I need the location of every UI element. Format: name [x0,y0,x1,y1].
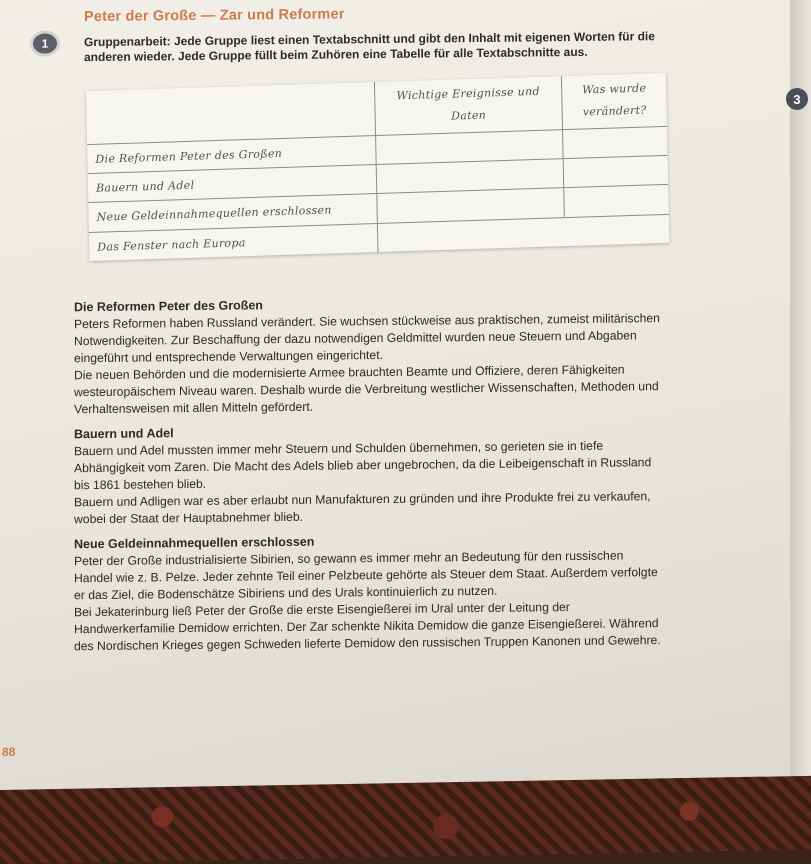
paragraph: Bauern und Adel mussten immer mehr Steuern und Schulden übernehmen, so gerieten sie in tiefe Abhängigkeit vom Zaren. Die Macht des Adels blieb aber ungebrochen, da die Leibeigenschaft in Russland bis 1861 bestehen blieb. [74,438,652,493]
page-title: Peter der Große — Zar und Reformer [84,6,345,26]
text-content [74,293,664,655]
row-label: Bauern und Adel [95,178,195,195]
header-changes: Was wurde verändert? [582,81,647,119]
task-number-badge: 1 [33,33,57,53]
table-cell [563,155,668,188]
table-cell [377,217,565,252]
background-carpet [0,776,811,864]
next-page-badge: 3 [786,88,808,110]
section-heading: Bauern und Adel [74,426,174,442]
section-heading: Die Reformen Peter des Großen [74,298,263,315]
table-header-cell [374,76,562,135]
table-header-cell [86,82,376,144]
paragraph: Peters Reformen haben Russland verändert. Sie wuchsen stückweise aus praktischen, zumeist militärischen Notwendigkeiten. Zur Beschaffung der dazu notwendigen Geldmittel wurden neue Steuern und Abgaben eingeführt und entsprechende Verwaltungen eingerichtet. [74,311,660,366]
table-header-cell [561,73,667,129]
row-label: Das Fenster nach Europa [97,235,246,254]
table-cell [563,126,668,159]
paragraph: Bei Jekaterinburg ließ Peter der Große die erste Eisengießerei im Ural unter der Leitung der Handwerkerfamilie Demidow errichten. Der Zar schenkte Nikita Demidow die ganze Eisengießerei. Während des Nordischen Krieges gegen Schweden lieferte Demidow den russischen Truppen Kanonen und Gewehre. [74,600,661,654]
table-cell [564,214,669,246]
table-cell [564,185,669,218]
worksheet-table [86,73,669,261]
next-page-edge [790,0,811,800]
task-instruction: Gruppenarbeit: Jede Gruppe liest einen Textabschnitt und gibt den Inhalt mit eigenen Worten für die anderen wieder. Jede Gruppe füllt beim Zuhören eine Tabelle für alle Textabschnitte aus. [84,29,655,65]
paragraph: Peter der Große industrialisierte Sibirien, so gewann es immer mehr an Bedeutung für den russischen Handel wie z. B. Pelze. Jeder zehnte Teil einer Pelzbeute gehörte als Steuer dem Staat. Außerdem verfolgte er das Ziel, die Bodenschätze Sibiriens und des Urals kontinuierlich zu nutzen. [74,548,658,603]
header-events: Wichtige Ereignisse und Daten [396,85,540,123]
paragraph: Bauern und Adligen war es aber erlaubt nun Manufakturen zu gründen und ihre Produkte frei zu verkaufen, wobei der Staat der Hauptabnehmer blieb. [74,489,651,527]
row-label: Die Reformen Peter des Großen [95,146,283,166]
row-label: Neue Geldeinnahmequellen erschlossen [96,203,332,225]
section-heading: Neue Geldeinnahmequellen erschlossen [74,534,315,552]
page-number: 88 [2,744,16,759]
paragraph: Die neuen Behörden und die modernisierte Armee brauchten Beamte und Offiziere, deren Fähigkeiten westeuropäischem Niveau waren. Deshalb wurde die Verbreitung westlicher Wissenschaften, Methoden und Verhaltensweisen mit allen Mitteln gefördert. [74,362,659,417]
